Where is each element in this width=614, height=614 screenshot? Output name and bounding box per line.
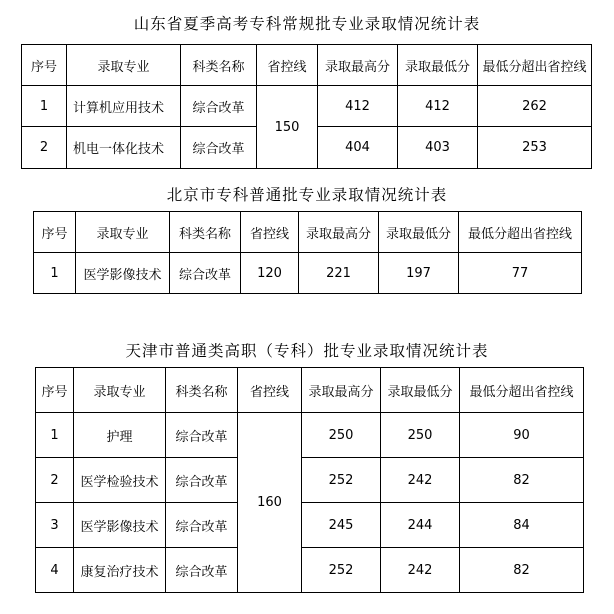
header-cell: 录取专业 [74,368,166,413]
max-score-cell: 252 [302,458,381,503]
min-score-cell: 244 [381,503,460,548]
control-line-cell: 120 [241,253,299,294]
min-score-cell: 250 [381,413,460,458]
header-cell: 省控线 [238,368,302,413]
table-header-row [22,45,592,86]
header-cell: 录取专业 [76,212,170,253]
header-cell: 录取最低分 [398,45,478,86]
category-cell: 综合改革 [170,253,241,294]
table2-title: 北京市专科普通批专业录取情况统计表 [166,186,448,204]
min-score-cell: 242 [381,458,460,503]
row-number: 2 [36,458,74,503]
row-number: 4 [36,548,74,593]
header-cell: 序号 [34,212,76,253]
header-cell: 最低分超出省控线 [478,45,592,86]
category-cell: 综合改革 [181,86,257,127]
header-cell: 科类名称 [166,368,238,413]
row-number: 3 [36,503,74,548]
max-score-cell: 221 [299,253,379,294]
major-cell: 计算机应用技术 [67,86,181,127]
shandong-admission-table [21,44,592,169]
category-cell: 综合改革 [166,548,238,593]
max-score-cell: 252 [302,548,381,593]
table3-title: 天津市普通类高职（专科）批专业录取情况统计表 [125,342,489,360]
header-cell: 省控线 [241,212,299,253]
min-score-cell: 403 [398,127,478,169]
table-row [22,86,592,127]
row-number: 1 [34,253,76,294]
over-control-cell: 253 [478,127,592,169]
tianjin-admission-table [35,367,584,593]
header-cell: 录取最高分 [299,212,379,253]
category-cell: 综合改革 [166,503,238,548]
beijing-admission-table [33,211,582,294]
max-score-cell: 404 [318,127,398,169]
major-cell: 机电一体化技术 [67,127,181,169]
header-cell: 序号 [22,45,67,86]
major-cell: 护理 [74,413,166,458]
control-line-cell: 160 [238,413,302,593]
min-score-cell: 197 [379,253,459,294]
over-control-cell: 82 [460,548,584,593]
category-cell: 综合改革 [181,127,257,169]
over-control-cell: 90 [460,413,584,458]
header-cell: 序号 [36,368,74,413]
table-row [36,458,584,503]
over-control-cell: 84 [460,503,584,548]
table-header-row [34,212,582,253]
max-score-cell: 250 [302,413,381,458]
table-row [36,548,584,593]
header-cell: 省控线 [257,45,318,86]
header-cell: 录取最低分 [381,368,460,413]
category-cell: 综合改革 [166,458,238,503]
max-score-cell: 412 [318,86,398,127]
major-cell: 医学检验技术 [74,458,166,503]
min-score-cell: 242 [381,548,460,593]
table-row [36,413,584,458]
row-number: 1 [22,86,67,127]
over-control-cell: 77 [459,253,582,294]
table-row [36,503,584,548]
over-control-cell: 82 [460,458,584,503]
row-number: 1 [36,413,74,458]
table-row [34,253,582,294]
header-cell: 最低分超出省控线 [459,212,582,253]
header-cell: 科类名称 [181,45,257,86]
row-number: 2 [22,127,67,169]
header-cell: 录取最高分 [302,368,381,413]
header-cell: 录取最低分 [379,212,459,253]
control-line-cell: 150 [257,86,318,169]
major-cell: 医学影像技术 [76,253,170,294]
header-cell: 录取最高分 [318,45,398,86]
header-cell: 最低分超出省控线 [460,368,584,413]
max-score-cell: 245 [302,503,381,548]
major-cell: 医学影像技术 [74,503,166,548]
min-score-cell: 412 [398,86,478,127]
major-cell: 康复治疗技术 [74,548,166,593]
category-cell: 综合改革 [166,413,238,458]
header-cell: 科类名称 [170,212,241,253]
table1-title: 山东省夏季高考专科常规批专业录取情况统计表 [133,15,481,33]
over-control-cell: 262 [478,86,592,127]
table-header-row [36,368,584,413]
header-cell: 录取专业 [67,45,181,86]
